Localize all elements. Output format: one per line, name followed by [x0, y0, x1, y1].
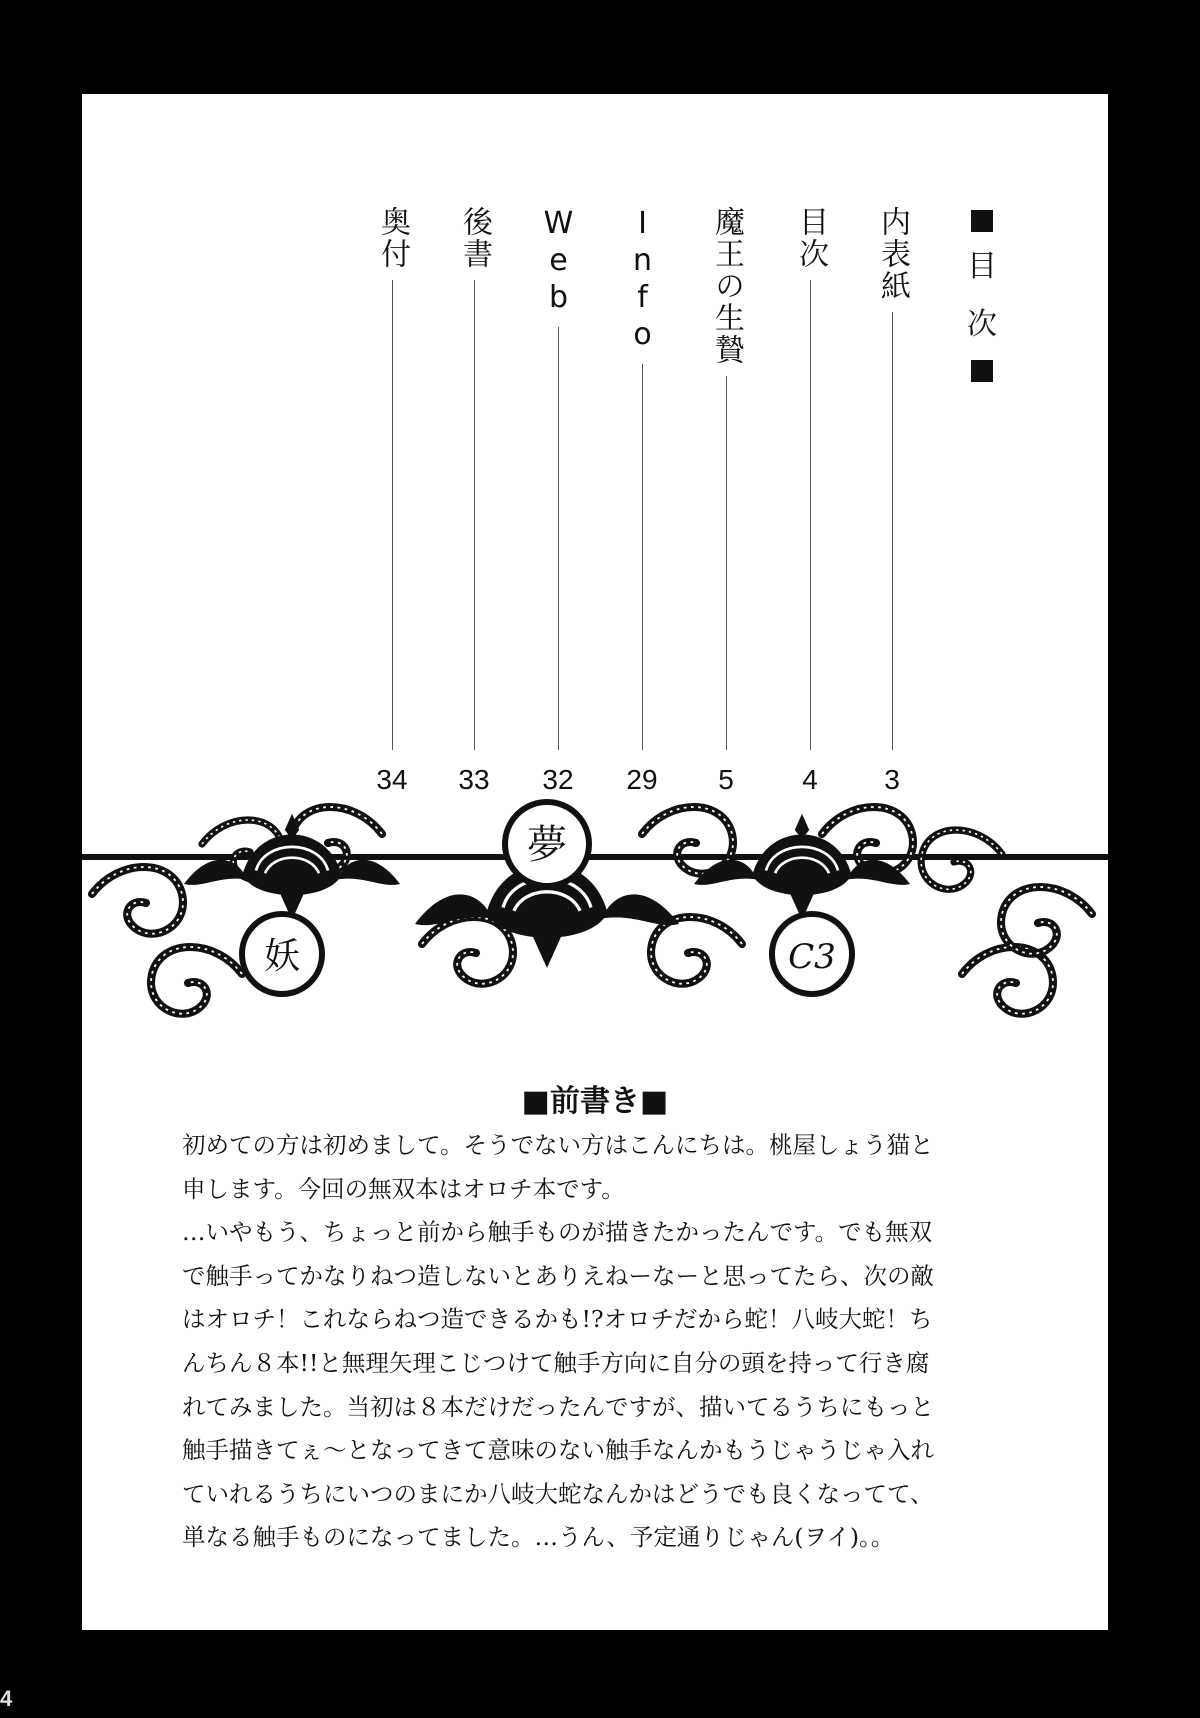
toc-entry-title: 魔王の生贄 — [709, 206, 744, 366]
preface-line: 初めての方は初めまして。そうでない方はこんにちは。桃屋しょう猫と — [182, 1131, 934, 1159]
preface-title: ■前書き■ — [521, 1084, 669, 1119]
preface-body — [182, 1124, 1022, 1560]
preface-line: 単なる触手ものになってました。…うん、予定通りじゃん(ヲイ)。。 — [182, 1523, 895, 1552]
emblem-left-glyph: 妖 — [263, 936, 301, 977]
page-number: 4 — [0, 1686, 13, 1711]
toc-header-char: 次 — [967, 307, 997, 342]
toc-entry-title: 奥付 — [375, 206, 410, 270]
toc-entry — [452, 206, 496, 796]
toc-leader-line — [474, 280, 475, 750]
ornamental-border — [82, 774, 1108, 1104]
toc-entry — [870, 206, 914, 796]
toc-entry-page: 3 — [884, 764, 900, 795]
toc-leader-line — [558, 327, 559, 750]
toc-leader-line — [810, 280, 811, 750]
preface-line: 申します。今回の無双本はオロチ本です。 — [182, 1174, 625, 1203]
toc-header — [952, 204, 1012, 388]
emblem-right-glyph: C3 — [788, 937, 836, 977]
toc-entry-title: Web — [541, 206, 576, 317]
preface-line: はオロチ！これならねつ造できるかも!?オロチだから蛇！八岐大蛇！ち — [182, 1305, 933, 1334]
toc-entry — [788, 206, 832, 796]
toc-entry-title: 目次 — [793, 206, 828, 270]
preface-line: 触手描きてぇ～となってきて意味のない触手なんかもうじゃうじゃ入れ — [182, 1436, 934, 1465]
toc-header-char: 目 — [967, 249, 997, 284]
preface-line: んちん８本!!と無理矢理こじつけて触手方向に自分の頭を持って行き腐 — [182, 1348, 930, 1377]
toc-entry — [536, 206, 580, 796]
preface-line: で触手ってかなりねつ造しないとありえねーなーと思ってたら、次の敵 — [182, 1261, 934, 1290]
toc-header-square-icon — [971, 210, 993, 232]
toc-leader-line — [642, 364, 643, 750]
toc-leader-line — [726, 376, 727, 750]
emblem-center-glyph: 夢 — [527, 822, 567, 868]
preface-line: れてみました。当初は８本だけだったんですが、描いてるうちにもっと — [182, 1392, 934, 1421]
preface-line: …いやもう、ちょっと前から触手ものが描きたかったんです。でも無双 — [182, 1218, 933, 1247]
toc-entry-page: 5 — [718, 764, 734, 795]
toc-entry — [704, 206, 748, 796]
toc-entry-title: 内表紙 — [875, 206, 910, 302]
preface-line: ていれるうちにいつのまにか八岐大蛇なんかはどうでも良くなってて、 — [182, 1479, 934, 1508]
toc-entry-page: 4 — [802, 764, 818, 795]
toc-entry-page: 29 — [626, 764, 658, 795]
toc-entry-page: 34 — [376, 764, 408, 795]
toc-entry-title: 後書 — [457, 206, 492, 270]
toc-header-square-icon — [971, 360, 993, 382]
toc-entry-title: Info — [625, 206, 660, 354]
document-page — [82, 94, 1108, 1630]
toc-leader-line — [892, 312, 893, 750]
toc-leader-line — [392, 280, 393, 750]
toc-entry — [620, 206, 664, 796]
toc-entry — [370, 206, 414, 796]
toc-entry-page: 32 — [542, 764, 574, 795]
toc-entry-page: 33 — [458, 764, 490, 795]
